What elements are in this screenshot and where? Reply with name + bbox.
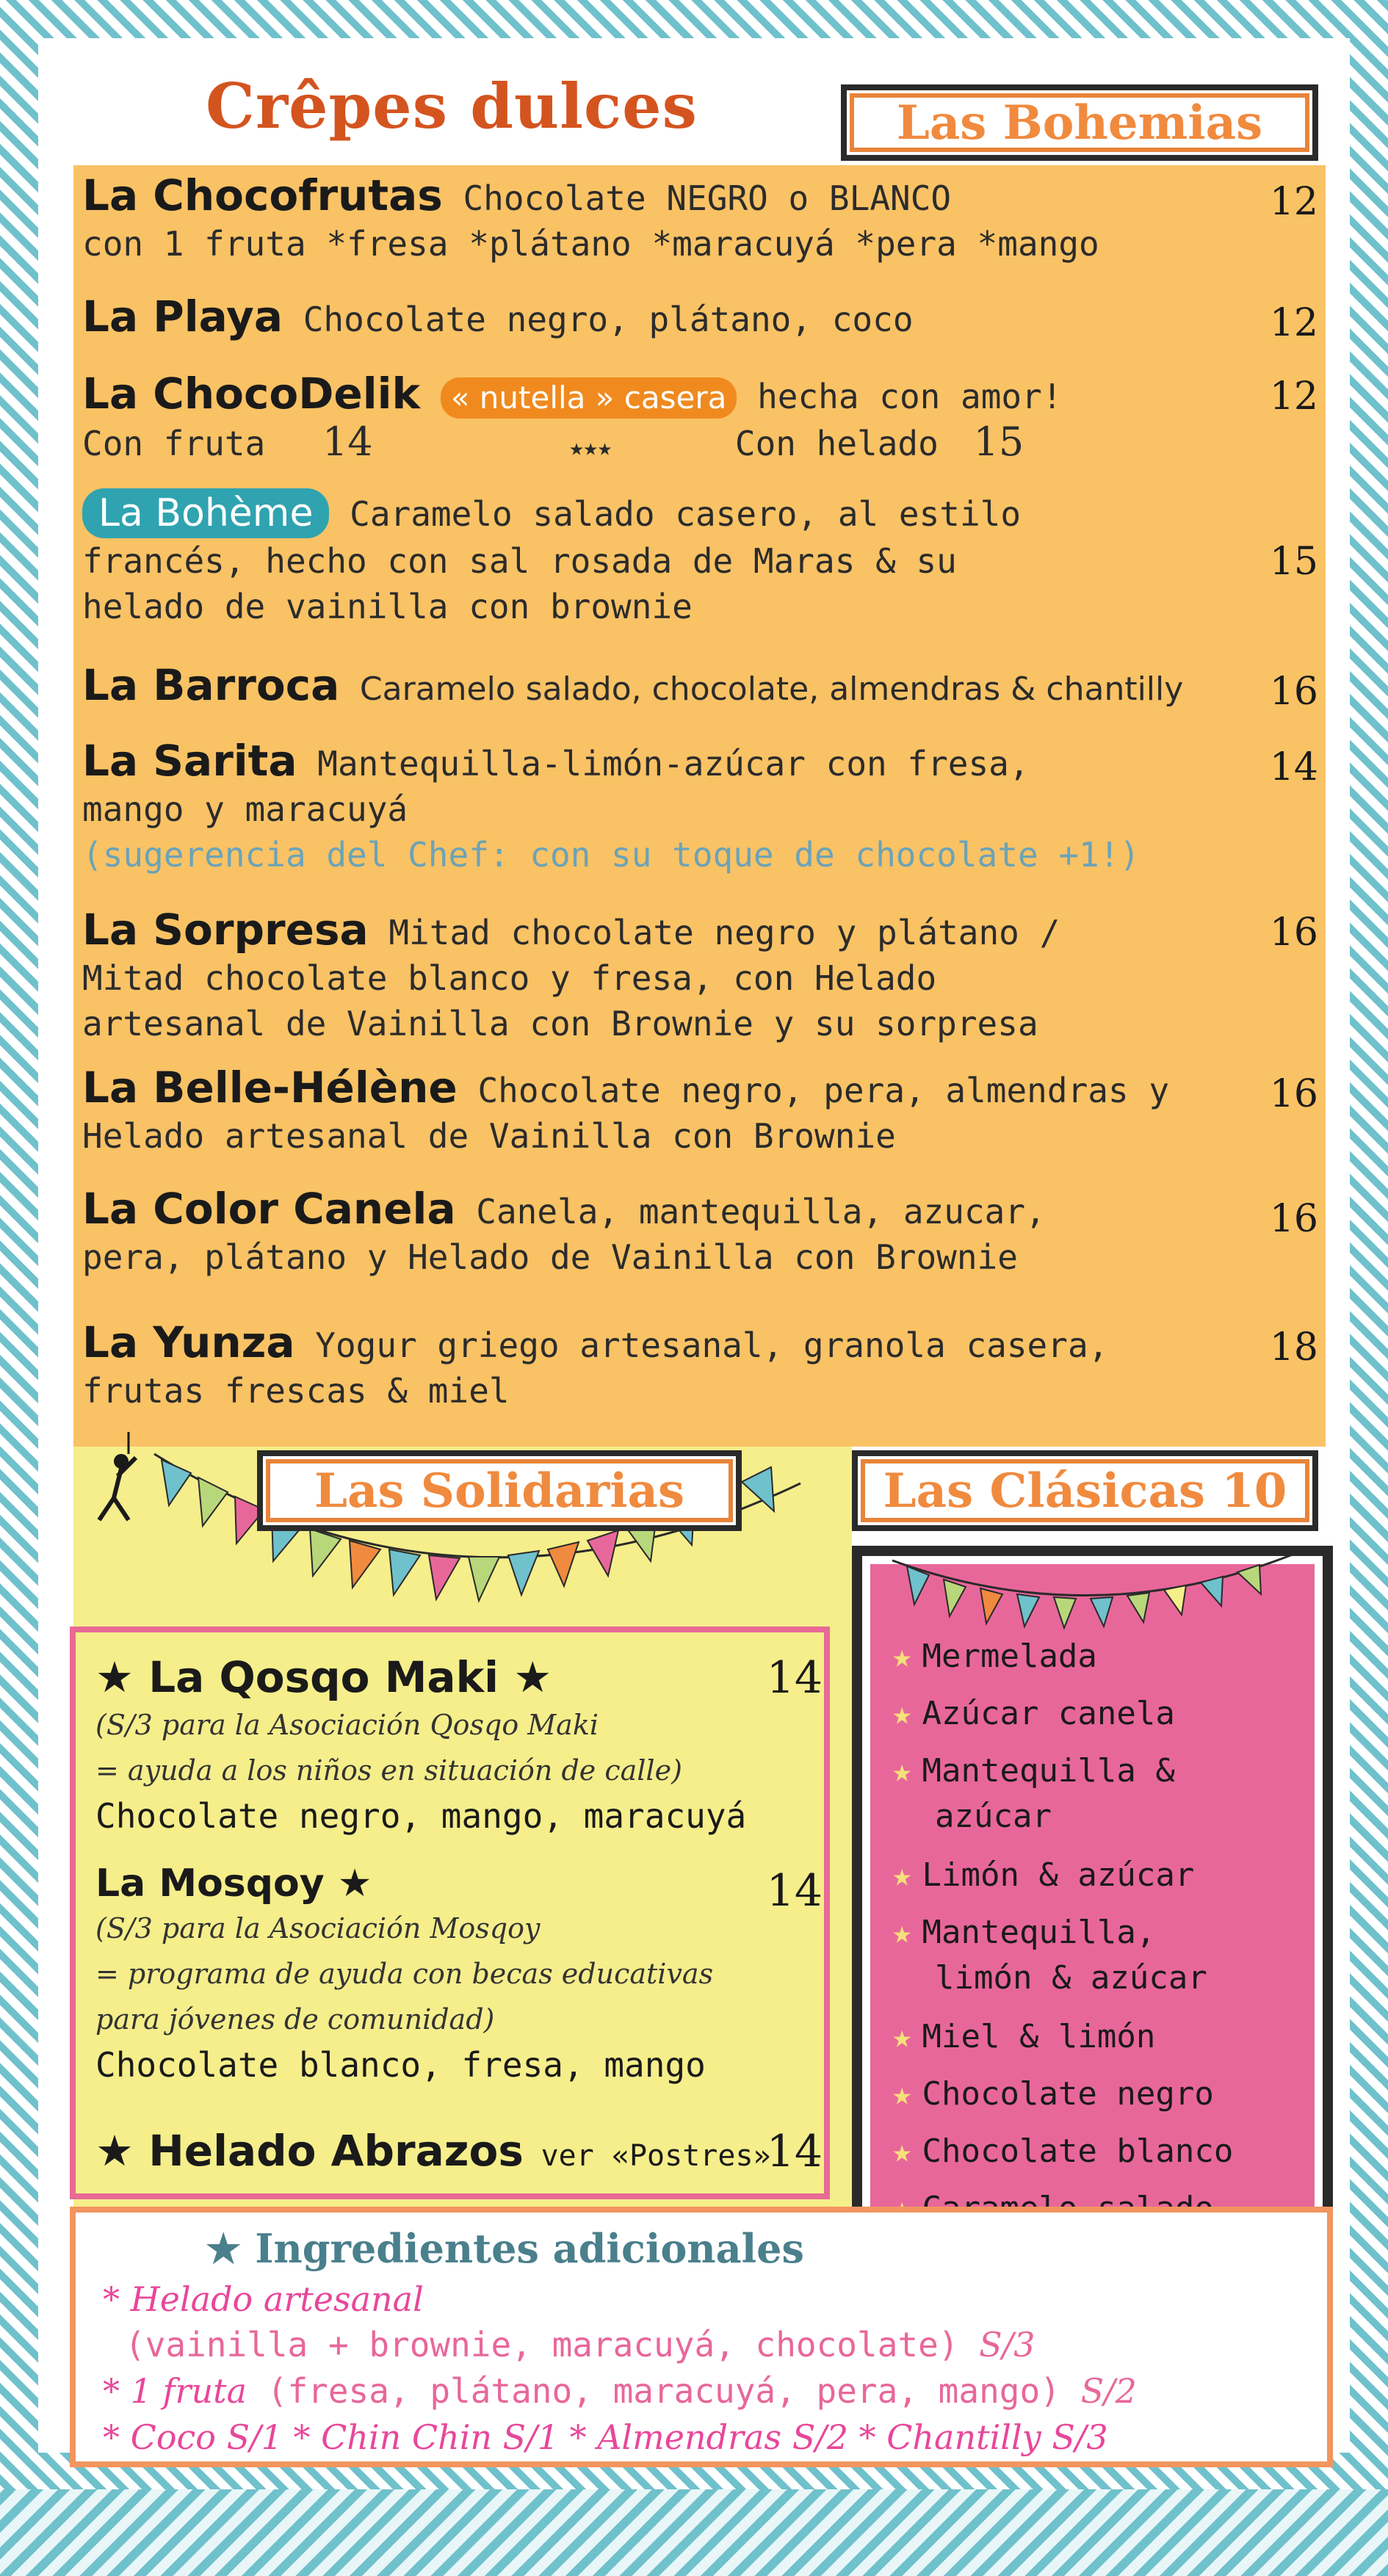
item-name: La Sorpresa [82, 905, 369, 955]
item-name: La Chocofrutas [82, 170, 443, 220]
price-mosqoy: 14 [766, 1865, 823, 1917]
star-icon: ★ [892, 2132, 912, 2170]
star-icon: ★ [892, 2018, 912, 2055]
helado-label: Con helado [734, 424, 939, 463]
item-desc-2: pera, plátano y Helado de Vainilla con Brownie [82, 1237, 1018, 1277]
ingredient-helado-label: * Helado artesanal [103, 2279, 424, 2319]
menu-item-sarita [82, 738, 1265, 878]
item-desc: Caramelo salado casero, al estilo [350, 494, 1022, 534]
section-label-solidarias: Las Solidarias [257, 1450, 742, 1531]
star-icon: ★ [892, 1752, 912, 1790]
item-note-1: (S/3 para la Asociación Mosqoy [95, 1912, 541, 1944]
menu-item-playa [82, 294, 1265, 342]
star-icon: ★ [892, 1914, 912, 1951]
item-desc: Chocolate NEGRO o BLANCO [463, 178, 952, 218]
item-note-2: = ayuda a los niños en situación de calle) [95, 1754, 682, 1787]
fruit-label: Con fruta [82, 424, 266, 463]
fruit-price: 14 [322, 419, 373, 465]
menu-item-boheme [82, 488, 1265, 629]
item-desc: hecha con amor! [757, 377, 1063, 416]
star-icon: ★ [892, 1695, 912, 1732]
clasica-item: ★ Mantequilla & azúcar [892, 1752, 1175, 1835]
clasica-item: ★ Chocolate blanco [892, 2132, 1234, 2170]
menu-item-yunza [82, 1317, 1265, 1414]
price-chocodelik: 12 [1269, 375, 1318, 419]
item-desc: Caramelo salado, chocolate, almendras & chantilly [359, 670, 1184, 708]
clasica-item: ★ Azúcar canela [892, 1695, 1175, 1732]
price-sorpresa: 16 [1269, 911, 1318, 955]
menu-item-sorpresa [82, 907, 1265, 1046]
item-name: La Mosqoy ★ [95, 1862, 372, 1906]
boheme-tag: La Bohème [82, 488, 329, 538]
item-name: La Sarita [82, 736, 297, 786]
item-desc: Yogur griego artesanal, granola casera, [315, 1325, 1109, 1365]
item-desc-2: con 1 fruta *fresa *plátano *maracuyá *pera *mango [82, 224, 1099, 264]
item-name: ★ Helado Abrazos [95, 2126, 524, 2176]
item-desc-2: Mitad chocolate blanco y fresa, con Helado [82, 958, 937, 998]
postres-link[interactable]: ver «Postres» [541, 2139, 771, 2173]
price-playa: 12 [1269, 301, 1318, 345]
solidaria-qosqo-maki [95, 1652, 815, 1839]
item-desc-3: helado de vainilla con brownie [82, 587, 693, 626]
item-desc-2: mango y maracuyá [82, 789, 408, 829]
item-note-2: = programa de ayuda con becas educativas [95, 1958, 714, 1990]
ingredient-fruta: * 1 fruta (fresa, plátano, maracuyá, pera, mango) S/2 [103, 2371, 1137, 2411]
nutella-tag: « nutella » casera [441, 377, 737, 419]
page-title: Crêpes dulces [206, 70, 698, 142]
chef-note: (sugerencia del Chef: con su toque de chocolate +1!) [82, 835, 1141, 875]
clasica-item: ★ Mermelada [892, 1638, 1097, 1675]
bunting-decoration-icon [885, 1546, 1304, 1641]
price-chocofrutas: 12 [1269, 180, 1318, 224]
price-qosqo-maki: 14 [766, 1652, 823, 1704]
ingredient-extras: * Coco S/1 * Chin Chin S/1 * Almendras S/2 * Chantilly S/3 [103, 2417, 1108, 2457]
item-name: ★ La Qosqo Maki ★ [95, 1652, 552, 1702]
menu-item-barroca [82, 662, 1265, 712]
menu-item-belle-helene [82, 1065, 1265, 1159]
price-boheme: 15 [1269, 540, 1318, 584]
ingredient-helado-detail: (vainilla + brownie, maracuyá, chocolate) S/3 [125, 2325, 1035, 2365]
item-desc: Chocolate negro, mango, maracuyá [95, 1796, 747, 1836]
item-name: La Yunza [82, 1317, 295, 1367]
item-desc: Mitad chocolate negro y plátano / [388, 913, 1060, 952]
item-name: La ChocoDelik [82, 369, 421, 419]
bottom-pattern-band [0, 2489, 1388, 2576]
menu-item-chocofrutas [82, 170, 1265, 267]
item-desc: Chocolate negro, plátano, coco [303, 300, 914, 339]
menu-item-chocodelik [82, 371, 1265, 470]
item-note-1: (S/3 para la Asociación Qosqo Maki [95, 1709, 599, 1741]
clasica-item: ★ Chocolate negro [892, 2075, 1214, 2113]
solidaria-mosqoy [95, 1862, 815, 2088]
stars-icon: ★★★ [569, 433, 612, 461]
menu-item-color-canela [82, 1186, 1265, 1280]
item-desc-3: artesanal de Vainilla con Brownie y su sorpresa [82, 1004, 1038, 1043]
item-note-3: para jóvenes de comunidad) [95, 2003, 495, 2036]
item-desc: Chocolate blanco, fresa, mango [95, 2045, 706, 2085]
section-label-clasicas: Las Clásicas 10 [852, 1450, 1318, 1531]
item-name: La Color Canela [82, 1184, 456, 1234]
price-barroca: 16 [1269, 670, 1318, 714]
clasica-item: ★ Limón & azúcar [892, 1856, 1195, 1894]
clasica-item: ★ Mantequilla, limón & azúcar [892, 1914, 1207, 1997]
star-icon: ★ [892, 1856, 912, 1894]
price-color-canela: 16 [1269, 1197, 1318, 1241]
item-desc-2: francés, hecho con sal rosada de Maras & su [82, 541, 957, 581]
item-desc: Chocolate negro, pera, almendras y [477, 1071, 1170, 1110]
ingredients-title: ★ Ingredientes adicionales [206, 2225, 804, 2272]
price-sarita: 14 [1269, 745, 1318, 789]
price-yunza: 18 [1269, 1325, 1318, 1370]
price-helado-abrazos: 14 [766, 2126, 823, 2177]
star-icon: ★ [892, 1638, 912, 1675]
item-name: La Belle-Hélène [82, 1063, 458, 1112]
clasica-item: ★ Miel & limón [892, 2018, 1156, 2055]
item-desc: Mantequilla-limón-azúcar con fresa, [317, 744, 1030, 784]
item-name: La Playa [82, 292, 283, 341]
price-belle-helene: 16 [1269, 1072, 1318, 1116]
star-icon: ★ [892, 2075, 912, 2113]
item-desc: Canela, mantequilla, azucar, [476, 1192, 1046, 1231]
helado-price: 15 [973, 419, 1024, 465]
item-desc-2: Helado artesanal de Vainilla con Brownie [82, 1116, 896, 1156]
solidaria-helado-abrazos [95, 2126, 815, 2179]
section-label-bohemias: Las Bohemias [841, 84, 1318, 161]
item-desc-2: frutas frescas & miel [82, 1371, 510, 1411]
item-name: La Barroca [82, 660, 340, 710]
